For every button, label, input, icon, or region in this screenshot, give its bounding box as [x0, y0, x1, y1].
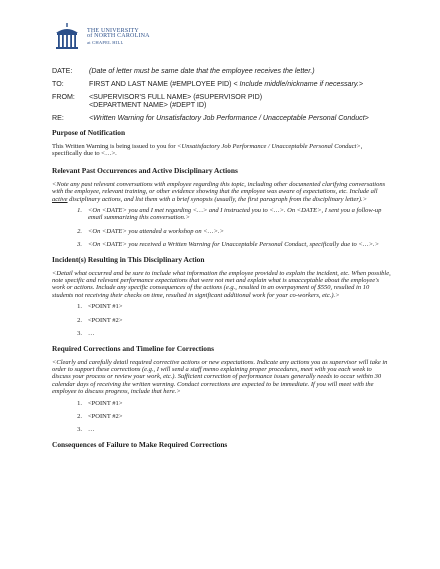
logo-line-3: at CHAPEL HILL — [87, 39, 124, 45]
date-row — [52, 67, 408, 76]
list-item: 2. <POINT #2> — [77, 412, 123, 420]
corrections-list — [52, 400, 392, 434]
letter-body — [52, 128, 392, 449]
incidents-list — [52, 303, 392, 337]
corrections-text: <Clearly and carefully detail required corrective actions or new expectations. Indicate any actions you as supervisor will take in order to support these corrections (e.g., I will send a staff memo explaining proper procedures, meet with you each week to discuss your process or review your work, etc.). Sufficient correction of performance issues generally needs to occur within 30 calendar days of receiving the written warning. Conduct corrections are expected to be immediate. If you will meet with the employee to discuss progress, include that here.> — [52, 358, 388, 396]
from-row — [52, 93, 408, 110]
from-department: <DEPARTMENT NAME> (#DEPT ID) — [89, 101, 207, 110]
list-item: 1. <On <DATE> you and I met regarding <…> and I instructed you to <…>. On <DATE>, I sent you a follow-up email summarizing this conversation.> — [77, 207, 382, 222]
to-label: TO: — [52, 79, 64, 88]
university-logo — [52, 22, 150, 52]
list-item: 1. <POINT #1> — [77, 303, 123, 311]
list-item: 2. <On <DATE> you attended a workshop on <…>.> — [77, 227, 224, 235]
logo-line-2: of NORTH CAROLINA — [87, 33, 150, 40]
from-supervisor: <SUPERVISOR'S FULL NAME> (#SUPERVISOR PID) — [89, 92, 263, 101]
to-note: < Include middle/nickname if necessary.> — [231, 79, 364, 88]
re-row — [52, 114, 408, 123]
logo-line-1: THE UNIVERSITY — [87, 27, 139, 34]
incidents-heading: Incident(s) Resulting in This Disciplinary Action — [52, 254, 205, 264]
purpose-heading: Purpose of Notification — [52, 128, 126, 137]
incidents-text: <Detail what occurred and be sure to include what information the employee provided to explain the incident, etc. When possible, note specific and relevant performance expectations that were not met and explain what is unacceptable about the employee's work or actions. Include any specific consequences of the actions (e.g., resulted in an overpayment of $550, resulted in 10 students not receiving their checks on time, resulted in significant additional work for your co-workers, etc.).> — [52, 269, 391, 299]
memo-header — [52, 67, 408, 127]
list-item: 3. … — [77, 426, 95, 434]
to-value: FIRST AND LAST NAME (#EMPLOYEE PID) — [89, 79, 232, 88]
list-item: 3. <On <DATE> you received a Written Warning for Unacceptable Personal Conduct, specifically due to <…>.> — [77, 241, 379, 249]
purpose-text: This Written Warning is being issued to you for <Unsatisfactory Job Performance / Unacceptable Personal Conduct>, specifically due to <…>. — [52, 143, 363, 158]
past-occurrences-text: <Note any past relevant conversations with employee regarding this topic, including other documented clarifying conversations with the employee, relevant training, or other evidence showing that the employee was aware of expectations, etc. Include all active disciplinary actions, and list them with a brief synopsis (usually, the first paragraph from the disciplinary letter).> — [52, 180, 386, 203]
list-item: 2. <POINT #2> — [77, 316, 123, 324]
re-value: <Written Warning for Unsatisfactory Job Performance / Unacceptable Personal Conduct> — [89, 114, 369, 123]
past-occurrences-heading: Relevant Past Occurrences and Active Disciplinary Actions — [52, 165, 238, 175]
date-label: DATE: — [52, 67, 73, 75]
re-label: RE: — [52, 114, 64, 123]
from-label: FROM: — [52, 92, 75, 101]
to-row — [52, 80, 408, 89]
list-item: 1. <POINT #1> — [77, 399, 123, 407]
consequences-heading: Consequences of Failure to Make Required Corrections — [52, 439, 228, 449]
corrections-heading: Required Corrections and Timeline for Corrections — [52, 343, 214, 353]
list-item: 3. … — [77, 330, 95, 338]
old-well-icon — [52, 22, 82, 52]
past-occurrences-list — [52, 207, 392, 249]
date-value: (Date of letter must be same date that the employee receives the letter.) — [89, 67, 315, 75]
